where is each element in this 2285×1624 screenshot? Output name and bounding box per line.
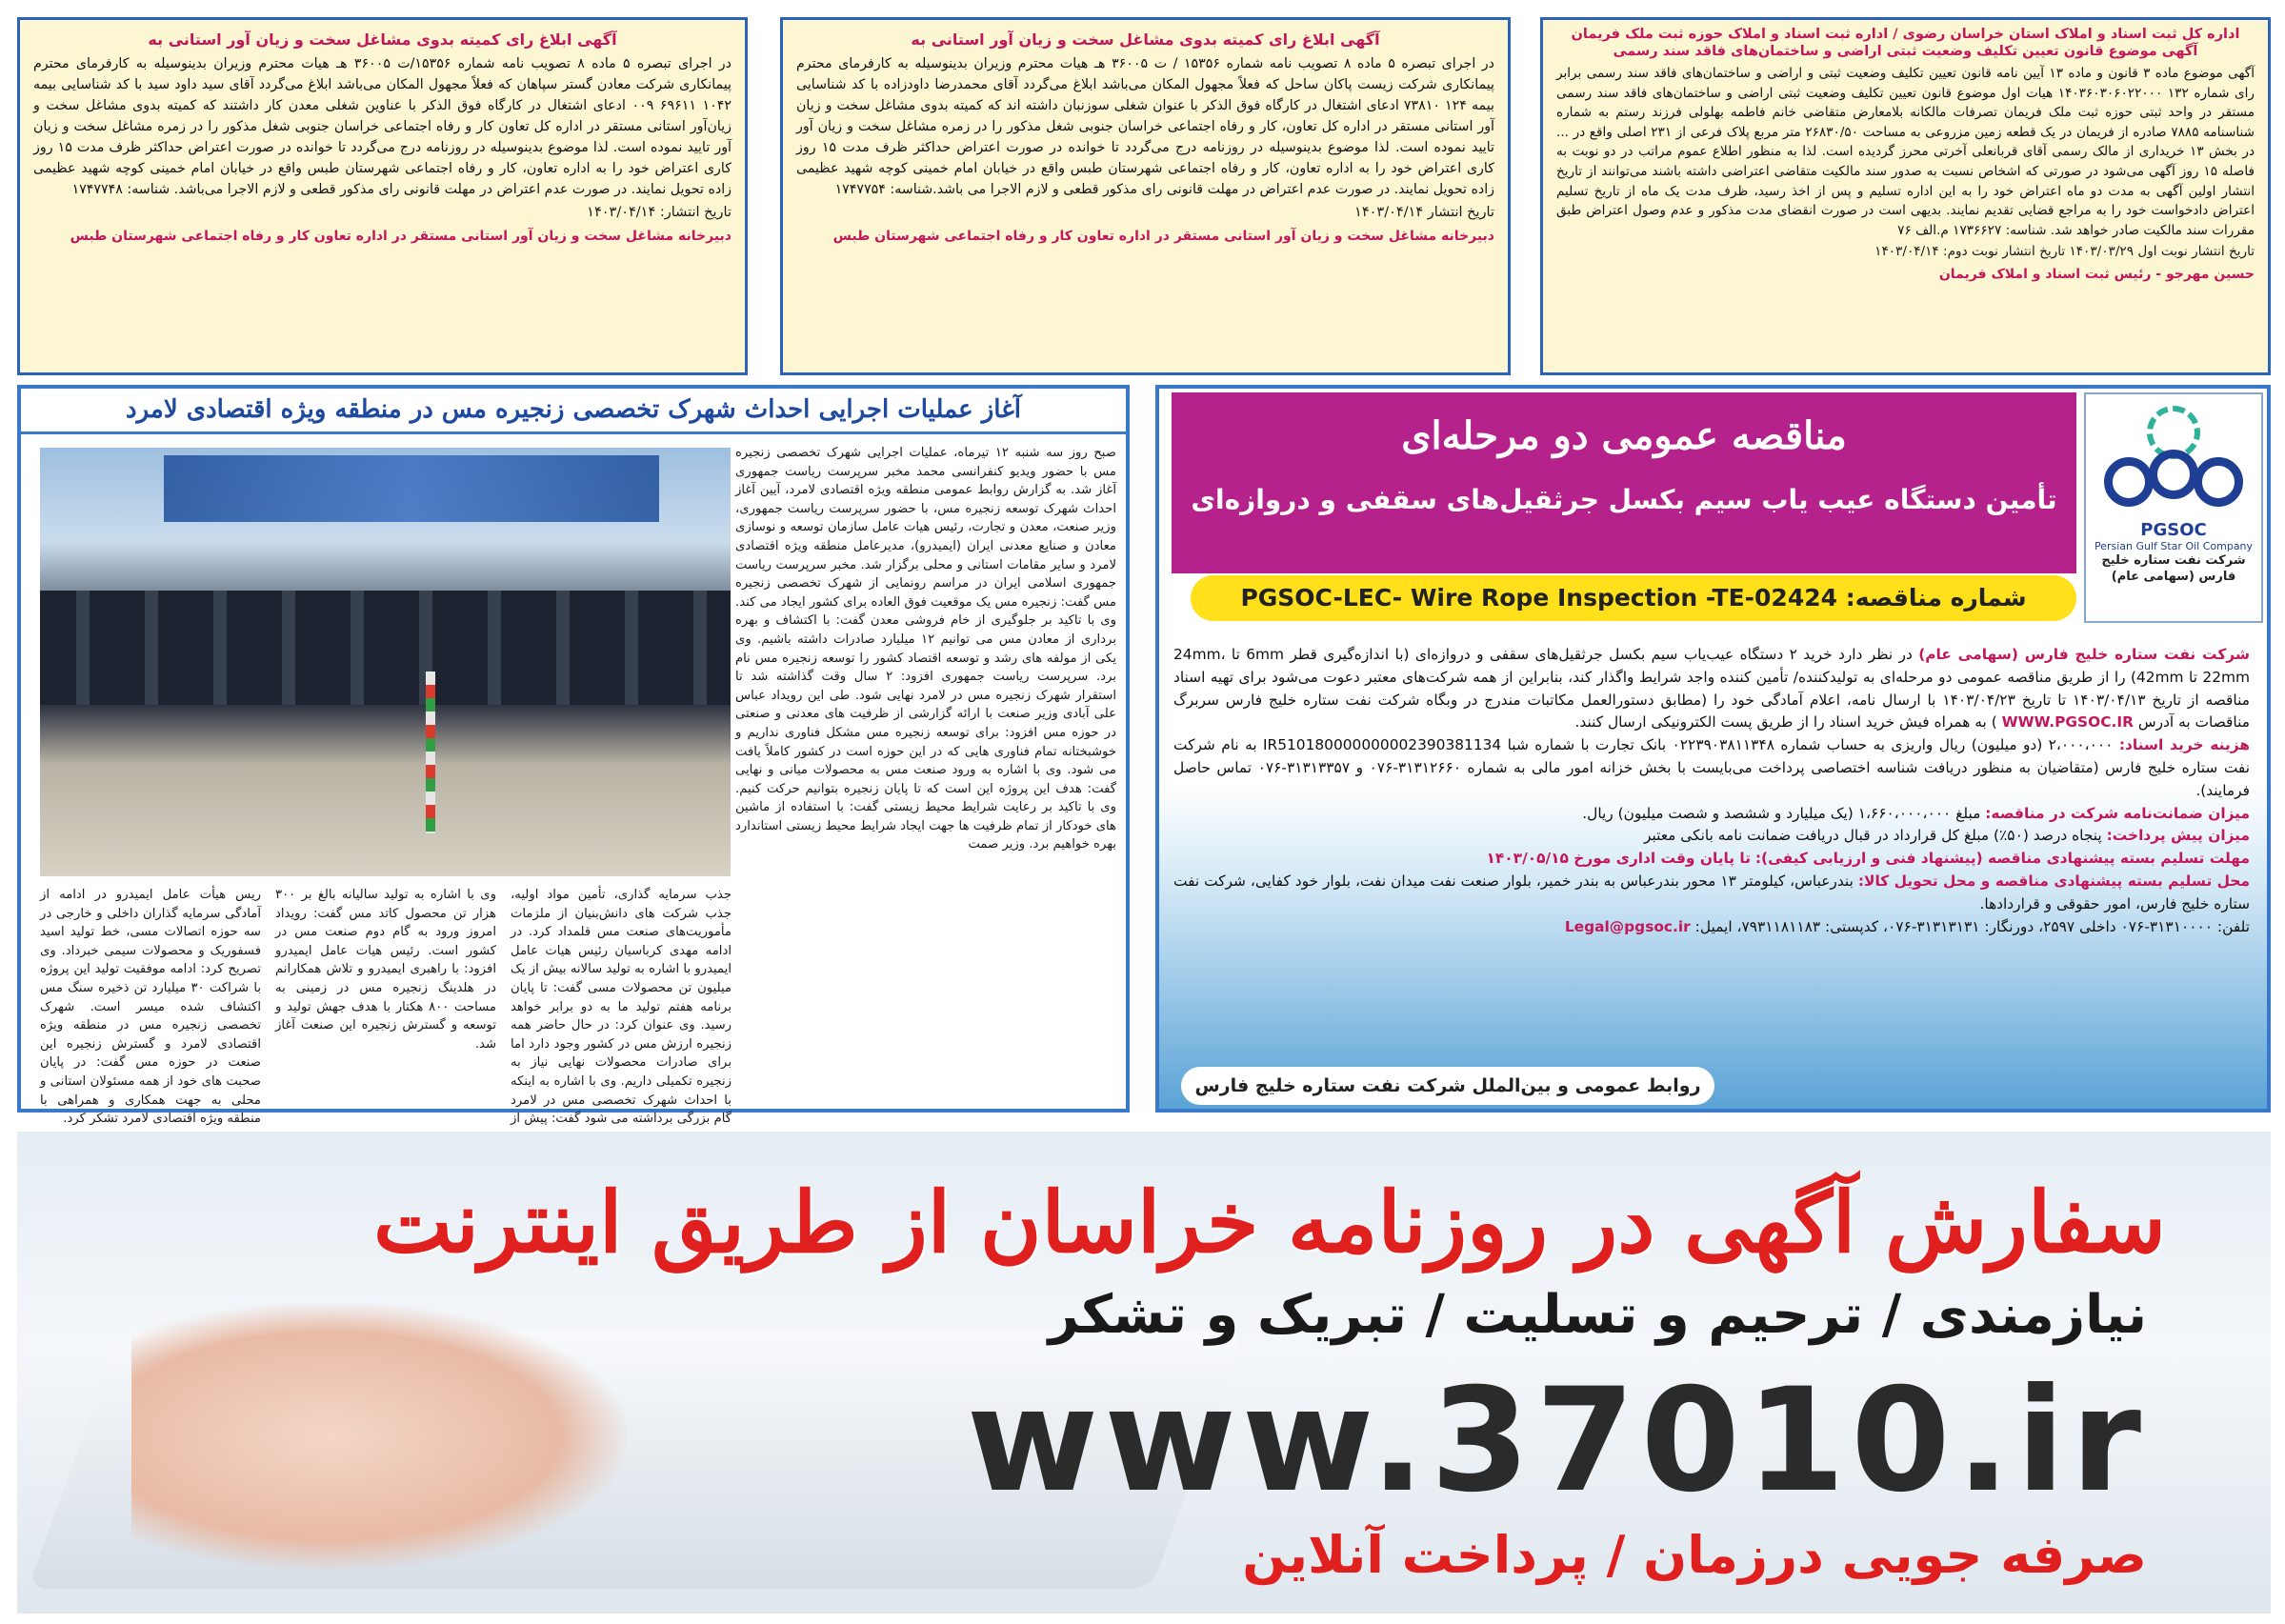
logo-abbr: PGSOC	[2140, 520, 2207, 540]
notice-title: اداره کل ثبت اسناد و املاک استان خراسان رضوی / اداره ثبت اسناد و املاک حوزه ثبت ملک فریمان آگهی موضوع قانون تعیین تکلیف وضعیت ثبتی اراضی و ساختمان‌های فاقد سند رسمی	[1571, 27, 2240, 59]
article-column-c: ریس هیأت عامل ایمیدرو در ادامه از آمادگی سرمایه گذاران داخلی و خارجی در سه حوزه اتصالات مسی، خط تولید اسید فسفوریک و محصولات سیمی خبرداد. وی تصریح کرد: ادامه موفقیت تولید این پروژه با شراکت ۳۰ میلیارد تن ذخیره سنگ مس اکتشاف شده میسر است. شهرک تخصصی زنجیره مس در منطقه ویژه اقتصادی لامرد و گسترش زنجیره این صنعت در حوزه مس گفت: در پایان صحبت های خود از همه مسئولان استانی و محلی به جهت همکاری و همراهی با منطقه ویژه اقتصادی لامرد تشکر کرد.	[40, 888, 262, 1127]
tender-body	[1173, 644, 2250, 1063]
tender-intro-end: ) به همراه فیش خرید اسناد را از طریق پست الکترونیکی ارسال کنند.	[1574, 713, 1997, 732]
prepay-text: پنجاه درصد (۵۰٪) مبلغ کل قرارداد در قبال دریافت ضمانت نامه بانکی معتبر	[1643, 827, 2102, 845]
delivery-label: محل تسلیم بسته پیشنهادی مناقصه و محل تحویل کالا:	[1857, 872, 2250, 890]
tender-subtitle: تأمین دستگاه عیب یاب سیم بکسل جرثقیل‌های سقفی و دروازه‌ای	[1191, 484, 2057, 515]
pgsoc-logo-icon	[2102, 406, 2245, 520]
notice-title: آگهی ابلاغ رای کمیته بدوی مشاغل سخت و زیان آور استانی به	[911, 30, 1380, 49]
ad-headline: سفارش آگهی در روزنامه خراسان از طریق اینترنت	[373, 1173, 2166, 1272]
notice-date: تاریخ انتشار ۱۴۰۳/۰۴/۱۴	[1354, 205, 1494, 220]
notice-title: آگهی ابلاغ رای کمیته بدوی مشاغل سخت و زیان آور استانی به	[148, 30, 617, 49]
notice-date: تاریخ انتشار: ۱۴۰۳/۰۴/۱۴	[587, 205, 732, 220]
photo-ceremony-pole	[426, 672, 435, 833]
notice-signature: حسین مهرجو - رئیس ثبت اسناد و املاک فریمان	[1938, 267, 2255, 283]
article-photo	[40, 448, 731, 876]
notice-signature: دبیرخانه مشاغل سخت و زیان آور استانی مستقر در اداره تعاون کار و رفاه اجتماعی شهرستان طبس	[832, 229, 1494, 244]
online-ad-banner	[17, 1132, 2271, 1614]
notice-middle	[780, 17, 1511, 375]
logo-english-name: Persian Gulf Star Oil Company	[2094, 540, 2254, 552]
ad-slogan: صرفه جویی درزمان / پرداخت آنلاین	[1242, 1525, 2147, 1585]
notice-body: در اجرای تبصره ۵ ماده ۸ تصویب نامه شماره ۱۵۳۵۶/ت ۳۶۰۰۵ هـ هیات محترم وزیران بدینوسیله به کارفرمای محترم پیمانکاری شرکت معادن گستر سپاهان که فعلاً مجهول المکان می‌باشد ابلاغ می‌گردد آقای سید داود سید با کد شناسایی بیمه ۱۰۴۲ ۶۹۶۱۱ ۰۰۹ ادعای اشتغال در کارگاه فوق الذکر با عناوین شغلی معدن کار داشتند که کمیته بدوی مشاغل سخت و زیان‌آور استانی مستقر در اداره کل تعاون کار و رفاه اجتماعی خراسان جنوبی شغل مذکور را در زمره مشاغل سخت و زیان آور تایید نموده است. لذا موضوع بدینوسیله در روزنامه درج می‌گردد تا خوانده در صورت اعتراض حداکثر ظرف مدت ۱۵ روز کاری اعتراض خود را به اداره تعاون، کار و رفاه اجتماعی شهرستان طبس واقع در خیابان امام خمینی کوچه شهید عظیمی زاده تحویل نمایند. در صورت عدم اعتراض در مهلت قانونی رای مذکور قطعی و لازم الاجرا می‌باشد. شناسه: ۱۷۴۷۷۴۸	[33, 56, 732, 197]
logo-persian-name: شرکت نفت ستاره خلیج فارس (سهامی عام)	[2101, 553, 2246, 584]
notice-body: آگهی موضوع ماده ۳ قانون و ماده ۱۳ آیین نامه قانون تعیین تکلیف وضعیت ثبتی و اراضی و ساختمان‌های فاقد سند رسمی برابر رای شماره ۱۳۲ ۱۴۰۳۶۰۳۰۶۰۲۲۰۰۰ هیات اول موضوع قانون تعیین تکلیف وضعیت ثبتی اراضی و ساختمان‌های فاقد سند رسمی مستقر در واحد ثبتی حوزه ثبت ملک فریمان تصرفات مالکانه بلامعارض متقاضی خانم فاطمه بهلولی فرزند رستم به شماره شناسنامه ۷۸۸۵ صادره از فریمان در یک قطعه زمین مزروعی به مساحت ۲۶۸۳۰/۵۰ متر مربع پلاک فرعی از ۲۳۱ اصلی واقع در ... در بخش ۱۳ خریداری از مالک رسمی آقای قربانعلی آخرتی محرز گردیده است. لذا به منظور اطلاع عموم مراتب در دو نوبت به فاصله ۱۵ روز آگهی می‌شود در صورتی که اشخاص نسبت به صدور سند مالکیت متقاضی اعتراضی داشته باشند می‌توانند از تاریخ انتشار اولین آگهی به مدت دو ماه اعتراض خود را به این اداره تسلیم و پس از اخذ رسید، ظرف مدت یک ماه از تاریخ تسلیم اعتراض دادخواست خود را به مراجع قضایی تقدیم نمایند. بدیهی است در صورت انقضای مدت مذکور و عدم وصول اعتراض طبق مقررات سند مالکیت صادر خواهد شد. شناسه: ۱۷۳۶۶۲۷ م.الف ۷۶	[1556, 66, 2255, 238]
email-link[interactable]: Legal@pgsoc.ir	[1564, 917, 1691, 935]
tender-footer: روابط عمومی و بین‌الملل شرکت نفت ستاره خلیج فارس	[1181, 1067, 1714, 1105]
ad-website-link[interactable]: www.37010.ir	[966, 1358, 2147, 1524]
notice-signature: دبیرخانه مشاغل سخت و زیان آور استانی مستقر در اداره تعاون کار و رفاه اجتماعی شهرستان طبس	[70, 229, 732, 244]
delivery-text: بندرعباس، کیلومتر ۱۳ محور بندرعباس به بندر خمیر، بلوار صنعت نفت میدان نفت، بلوار خود کفایی، شرکت نفت ستاره خلیج فارس، امور حقوقی و قراردادها.	[1173, 872, 2250, 912]
article-column-b: وی با اشاره به تولید سالیانه بالغ بر ۳۰۰ هزار تن محصول کاتد مس گفت: رویداد امروز ورود به گام دوم صنعت مس در کشور است. رئیس هیات عامل ایمیدرو افزود: با راهبری ایمیدرو و تلاش همکارانم در هلدینگ زنجیره مس در زمینی به مساحت ۸۰۰ هکتار با هدف جهش تولید و توسعه و گسترش زنجیره این صنعت آغاز شد.	[275, 888, 496, 1052]
fee-text: ۲،۰۰۰،۰۰۰ (دو میلیون) ریال واریزی به حساب شماره ۰۲۲۳۹۰۳۸۱۱۳۴۸ بانک تجارت با شماره شبا IR510180000000002390381134 به نام شرکت نفت ستاره خلیج فارس (متقاضیان به منظور دریافت شناسه اختصاصی پرداخت می‌بایست با بخش خزانه امور مالی به شماره ۳۱۳۱۲۶۶۰-۰۷۶ و ۳۱۳۱۳۳۵۷-۰۷۶ تماس حاصل فرمایند).	[1173, 736, 2250, 799]
notice-right	[1540, 17, 2271, 375]
company-logo	[2084, 392, 2263, 623]
article-headline: آغاز عملیات اجرایی احداث شهرک تخصصی زنجیره مس در منطقه ویژه اقتصادی لامرد	[21, 389, 1126, 434]
tender-number: شماره مناقصه: PGSOC-LEC- Wire Rope Inspection -TE-02424	[1191, 575, 2076, 621]
guarantee-label: میزان ضمانت‌نامه شرکت در مناقصه:	[1985, 804, 2250, 822]
tender-company: شرکت نفت ستاره خلیج فارس (سهامی عام)	[1918, 646, 2250, 663]
tender-intro: در نظر دارد خرید ۲ دستگاه عیب‌یاب سیم بکسل جرثقیل‌های سقفی و دروازه‌ای (با اندازه‌گیری قطر 6mm تا 24mm، 22mm تا 42mm) را از طریق مناقصه عمومی دو مرحله‌ای به تولیدکننده/ تأمین کننده واجد شرایط واگذار کند، بنابراین از همه شرکت‌های معتبر دعوت می‌شود برای تهیه اسناد مناقصه از تاریخ ۱۴۰۳/۰۴/۱۳ تا تاریخ ۱۴۰۳/۰۴/۲۳ با ارسال نامه، اعلام آمادگی خود را (مطابق دستورالعمل مکاتبات مندرج در وبگاه شرکت نفت ستاره خلیج فارس سربرگ مناقصات به آدرس	[1173, 646, 2250, 732]
tender-website-link[interactable]: WWW.PGSOC.IR	[2001, 713, 2134, 732]
article-column-a: جذب سرمایه گذاری، تأمین مواد اولیه، جذب شرکت های دانش‌بنیان از ملزمات مأموریت‌های صنعت مس قلمداد کرد. در ادامه مهدی کرباسیان رئیس هیات عامل ایمیدرو با اشاره به تولید سالانه بیش از یک میلیون تن محصولات مسی گفت: تا پایان برنامه هفتم تولید ما به دو برابر خواهد رسید. وی عنوان کرد: در حال حاضر همه زنجیره ارزش مس در کشور وجود دارد اما برای صادرات محصولات نهایی نیاز به زنجیره تکمیلی داریم. وی با اشاره به اینکه با احداث شهرک تخصصی مس در لامرد گام بزرگی برداشته می شود گفت: پیش از	[511, 888, 732, 1127]
deadline-text: تا پایان وقت اداری مورخ ۱۴۰۳/۰۵/۱۵	[1486, 850, 1751, 868]
photo-banner	[164, 455, 659, 522]
tender-title: مناقصه عمومی دو مرحله‌ای	[1401, 413, 1847, 458]
article-column-right: صبح روز سه شنبه ۱۲ تیرماه، عملیات اجرایی شهرک تخصصی زنجیره مس با حضور ویدیو کنفرانسی محمد مخبر سرپرست ریاست جمهوری آغاز شد. به گزارش روابط عمومی منطقه ویژه اقتصادی لامرد، آیین آغاز احداث شهرک توسعه زنجیره مس، با حضور سرپرست ریاست جمهوری، وزیر صنعت، معدن و تجارت، رئیس هیات عامل سازمان توسعه و نوسازی معادن و صنایع معدنی ایران (ایمیدرو)، مدیرعامل منطقه ویژه اقتصادی لامرد و سایر مقامات استانی و محلی برگزار شد. مخبر سرپرست ریاست جمهوری اسلامی ایران در مراسم رونمایی از شهرک تخصصی زنجیره مس گفت: زنجیره مس یک موقعیت فوق العاده برای کشور ایجاد می کند. وی با تاکید بر جلوگیری از خام فروشی معدن گفت: با اکتشاف و بهره برداری از معادن مس می توانیم ۱۲ میلیارد صادرات داشته باشیم. وی یکی از مولفه های رشد و توسعه اقتصاد کشور را توسعه زنجیره مس نام برد. سرپرست ریاست جمهوری افزود: ۲ سال وقت گذاشته شد تا استقرار شهرک زنجیره مس در لامرد نهایی شود. طی این رویداد عباس علی آبادی وزیر صنعت با ارائه گزارشی از ظرفیت های معدنی و صنعتی در حوزه مس افزود: برای توسعه زنجیره مس مشکل فناوری نداریم و خوشبختانه تمام فناوری هایی که در این حوزه است در کشور کاملاً یافت می شود. وی با اشاره به ورود صنعت مس به محصولات میانی و نهایی گفت: هدف این پروژه این است که تا پایان زنجیره بتوانیم حرکت کنیم. وی با تاکید بر رعایت شرایط محیط زیستی گفت: با استفاده از ماشین های خودکار از تمام ظرفیت ها جهت ایجاد شرایط محیط زیستی استاندارد بهره خواهیم برد. وزیر صمت	[735, 446, 1117, 852]
guarantee-text: مبلغ ۱،۶۶۰،۰۰۰،۰۰۰ (یک میلیارد و ششصد و شصت میلیون) ریال.	[1582, 804, 1981, 822]
news-article	[17, 385, 1130, 1127]
notice-date: تاریخ انتشار نوبت اول ۱۴۰۳/۰۳/۲۹ تاریخ انتشار نوبت دوم: ۱۴۰۳/۰۴/۱۴	[1874, 244, 2255, 260]
notice-left	[17, 17, 748, 375]
photo-people	[40, 591, 731, 705]
notice-body: در اجرای تبصره ۵ ماده ۸ تصویب نامه شماره ۱۵۳۵۶ / ت ۳۶۰۰۵ هـ هیات محترم وزیران بدینوسیله به کارفرمای محترم پیمانکاری شرکت زیست پاکان ساحل که فعلاً مجهول المکان می‌باشد ابلاغ می‌گردد آقای محمدرضا داودزاده با کد شناسایی بیمه ۱۲۴ ۷۳۸۱۰ ادعای اشتغال در کارگاه فوق الذکر با عنوان شغلی سوزنبان داشته اند که کمیته بدوی مشاغل سخت و زیان آور استانی مستقر در اداره کل تعاون، کار و رفاه اجتماعی خراسان جنوبی شغل مذکور را در زمره مشاغل سخت و زیان آور تایید نموده است. لذا موضوع بدینوسیله در روزنامه درج می‌گردد تا خوانده در صورت اعتراض حداکثر ظرف مدت ۱۵ روز کاری اعتراض خود را به اداره تعاون، کار و رفاه اجتماعی شهرستان طبس واقع در خیابان امام خمینی کوچه شهید عظیمی زاده تحویل نمایند. در صورت عدم اعتراض در مهلت قانونی رای مذکور قطعی و لازم الاجرا می باشد.شناسه: ۱۷۴۷۷۵۴	[796, 56, 1494, 197]
fee-label: هزینه خرید اسناد:	[2118, 736, 2250, 754]
ad-subheadline: نیازمندی / ترحیم و تسلیت / تبریک و تشکر	[1048, 1284, 2147, 1346]
prepay-label: میزان پیش پرداخت:	[2106, 827, 2250, 845]
tender-ad	[1155, 385, 2271, 1113]
deadline-label: مهلت تسلیم بسته پیشنهادی مناقصه (پیشنهاد فنی و ارزیابی کیفی):	[1754, 850, 2250, 868]
contact-text: تلفن: ۳۱۳۱۰۰۰۰-۰۷۶ داخلی ۲۵۹۷، دورنگار: ۳۱۳۱۳۱۳۱-۰۷۶، کدپستی: ۷۹۳۱۱۸۱۱۸۳، ایمیل:	[1694, 917, 2250, 935]
